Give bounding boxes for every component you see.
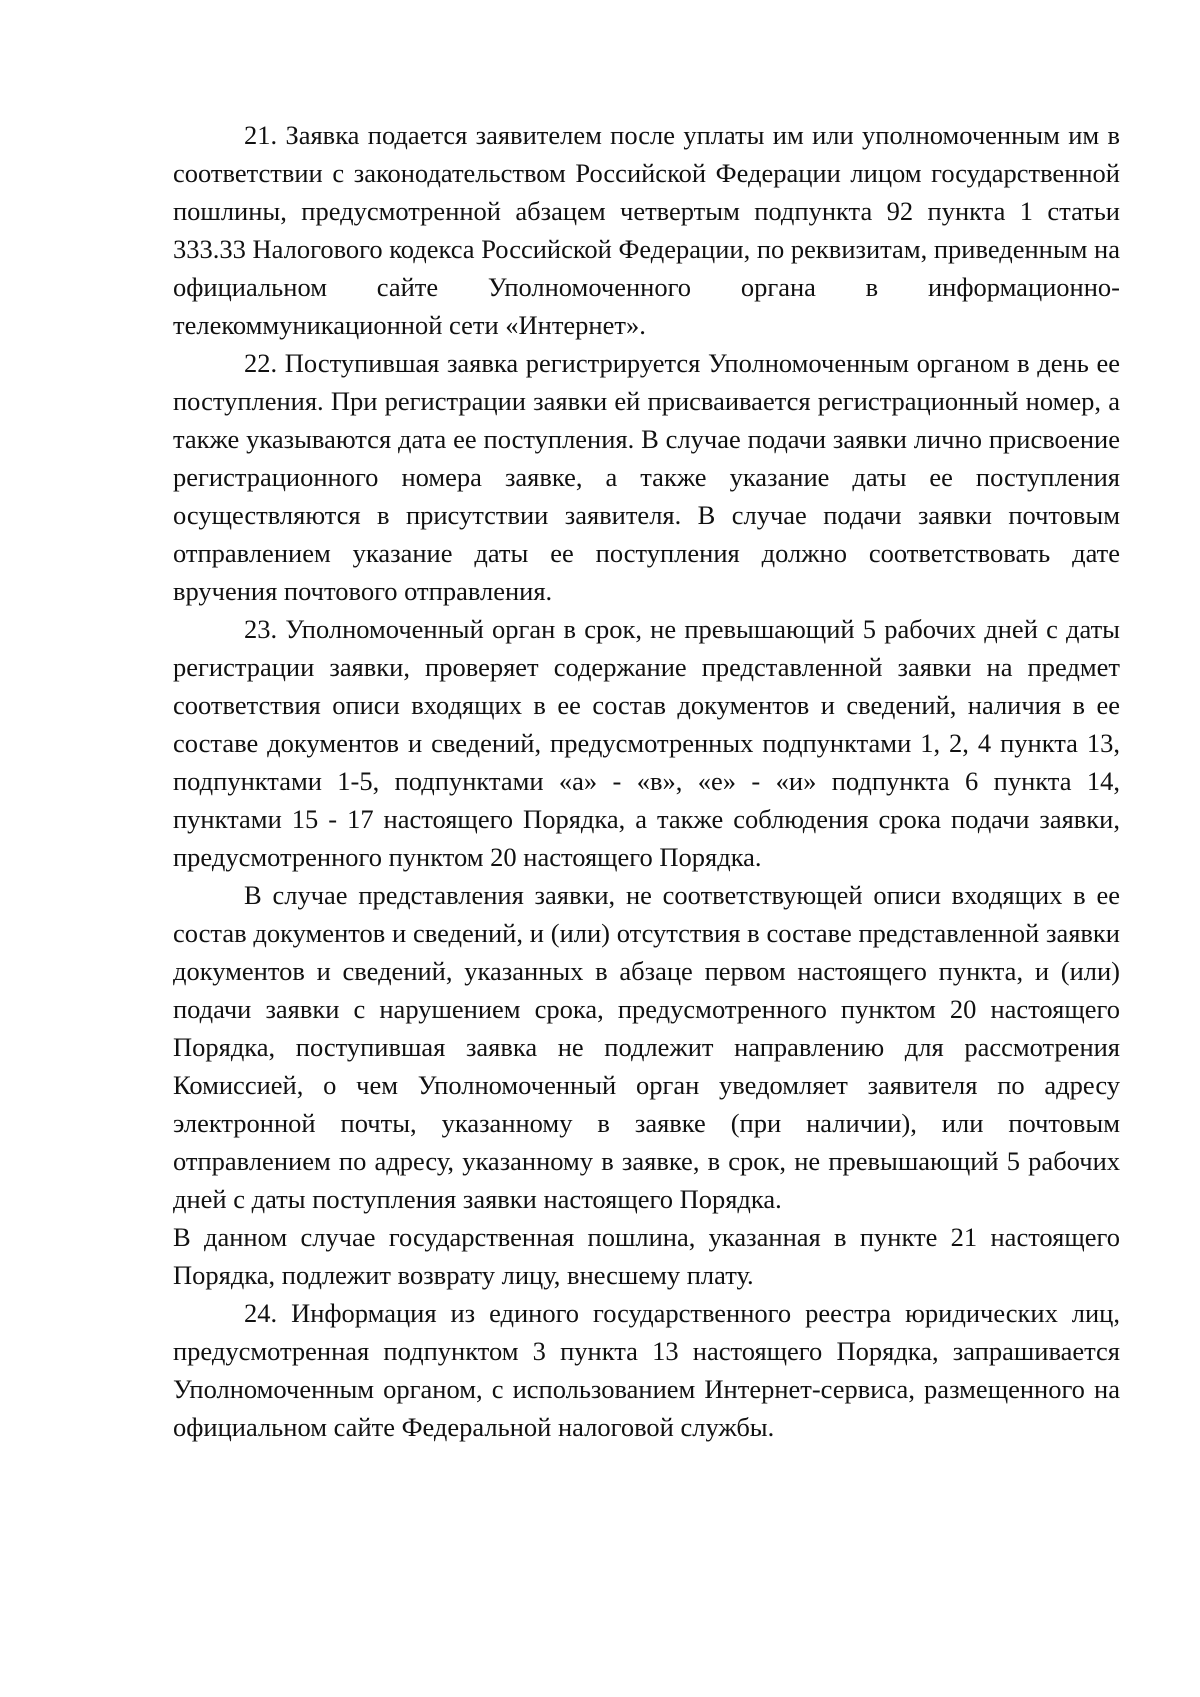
document-body (173, 116, 1120, 1446)
paragraph-23: 23. Уполномоченный орган в срок, не превышающий 5 рабочих дней с даты регистрации заявки, проверяет содержание представленной заявки на предмет соответствия описи входящих в ее состав документов и сведений, наличия в ее составе документов и сведений, предусмотренных подпунктами 1, 2, 4 пункта 13, подпунктами 1-5, подпунктами «а» - «в», «е» - «и» подпункта 6 пункта 14, пунктами 15 - 17 настоящего Порядка, а также соблюдения срока подачи заявки, предусмотренного пунктом 20 настоящего Порядка. (173, 614, 1120, 872)
paragraph-24: 24. Информация из единого государственного реестра юридических лиц, предусмотренная подпунктом 3 пункта 13 настоящего Порядка, запрашивается Уполномоченным органом, с использованием Интернет-сервиса, размещенного на официальном сайте Федеральной налоговой службы. (173, 1298, 1120, 1442)
paragraph-23-continuation: В случае представления заявки, не соответствующей описи входящих в ее состав документов и сведений, и (или) отсутствия в составе представленной заявки документов и сведений, указанных в абзаце первом настоящего пункта, и (или) подачи заявки с нарушением срока, предусмотренного пунктом 20 настоящего Порядка, поступившая заявка не подлежит направлению для рассмотрения Комиссией, о чем Уполномоченный орган уведомляет заявителя по адресу электронной почты, указанному в заявке (при наличии), или почтовым отправлением по адресу, указанному в заявке, в срок, не превышающий 5 рабочих дней с даты поступления заявки настоящего Порядка. (173, 880, 1120, 1214)
paragraph-22: 22. Поступившая заявка регистрируется Уполномоченным органом в день ее поступления. При регистрации заявки ей присваивается регистрационный номер, а также указываются дата ее поступления. В случае подачи заявки лично присвоение регистрационного номера заявке, а также указание даты ее поступления осуществляются в присутствии заявителя. В случае подачи заявки почтовым отправлением указание даты ее поступления должно соответствовать дате вручения почтового отправления. (173, 348, 1120, 606)
paragraph-23-note: В данном случае государственная пошлина, указанная в пункте 21 настоящего Порядка, подлежит возврату лицу, внесшему плату. (173, 1222, 1120, 1290)
paragraph-21: 21. Заявка подается заявителем после уплаты им или уполномоченным им в соответствии с законодательством Российской Федерации лицом государственной пошлины, предусмотренной абзацем четвертым подпункта 92 пункта 1 статьи 333.33 Налогового кодекса Российской Федерации, по реквизитам, приведенным на официальном сайте Уполномоченного органа в информационно-телекоммуникационной сети «Интернет». (173, 120, 1120, 340)
